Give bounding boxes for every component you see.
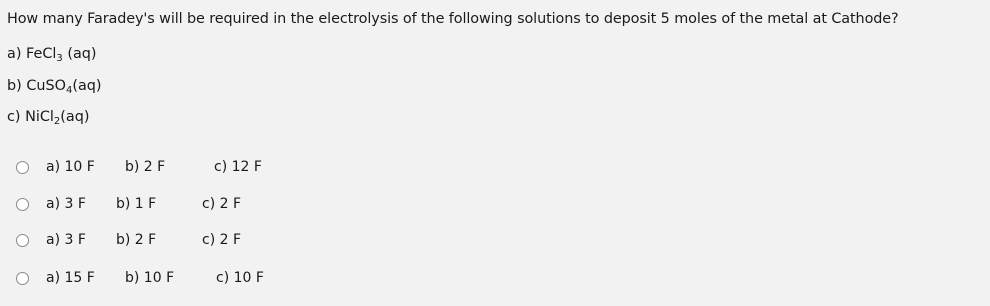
answer-option-2[interactable]: [14, 194, 414, 218]
option-part-b: b) 2 F: [125, 159, 166, 175]
radio-button[interactable]: [16, 198, 29, 211]
radio-button[interactable]: [16, 161, 29, 174]
radio-button[interactable]: [16, 234, 29, 247]
option-part-c: c) 10 F: [216, 270, 264, 286]
answer-option-1[interactable]: [14, 157, 414, 181]
formula-text: c) NiCl: [7, 109, 54, 125]
option-part-a: a) 10 F: [46, 159, 95, 175]
option-part-b: b) 1 F: [116, 196, 157, 212]
formula-text: a) FeCl: [7, 46, 57, 62]
option-part-c: c) 2 F: [202, 232, 242, 248]
question-text: How many Faradey's will be required in the electrolysis of the following solutions to deposit 5 moles of the metal at Cathode?: [7, 11, 899, 27]
formula-suffix: (aq): [62, 46, 97, 62]
formula-text: b) CuSO: [7, 78, 66, 94]
formula-subscript: 3: [56, 53, 63, 64]
option-part-a: a) 3 F: [46, 196, 86, 212]
option-part-a: a) 15 F: [46, 270, 95, 286]
option-part-b: b) 2 F: [116, 232, 157, 248]
option-part-c: c) 2 F: [202, 196, 242, 212]
formula-suffix: (aq): [60, 109, 90, 125]
option-part-b: b) 10 F: [125, 270, 175, 286]
question-item-a: [7, 46, 97, 62]
formula-subscript: 2: [53, 116, 61, 127]
question-item-b: [7, 78, 102, 94]
answer-option-4[interactable]: [14, 268, 414, 292]
question-item-c: [7, 109, 89, 125]
formula-suffix: (aq): [72, 78, 102, 94]
option-part-c: c) 12 F: [214, 159, 262, 175]
radio-button[interactable]: [16, 272, 29, 285]
formula-subscript: 4: [65, 85, 73, 96]
option-part-a: a) 3 F: [46, 232, 86, 248]
answer-option-3[interactable]: [14, 230, 414, 254]
